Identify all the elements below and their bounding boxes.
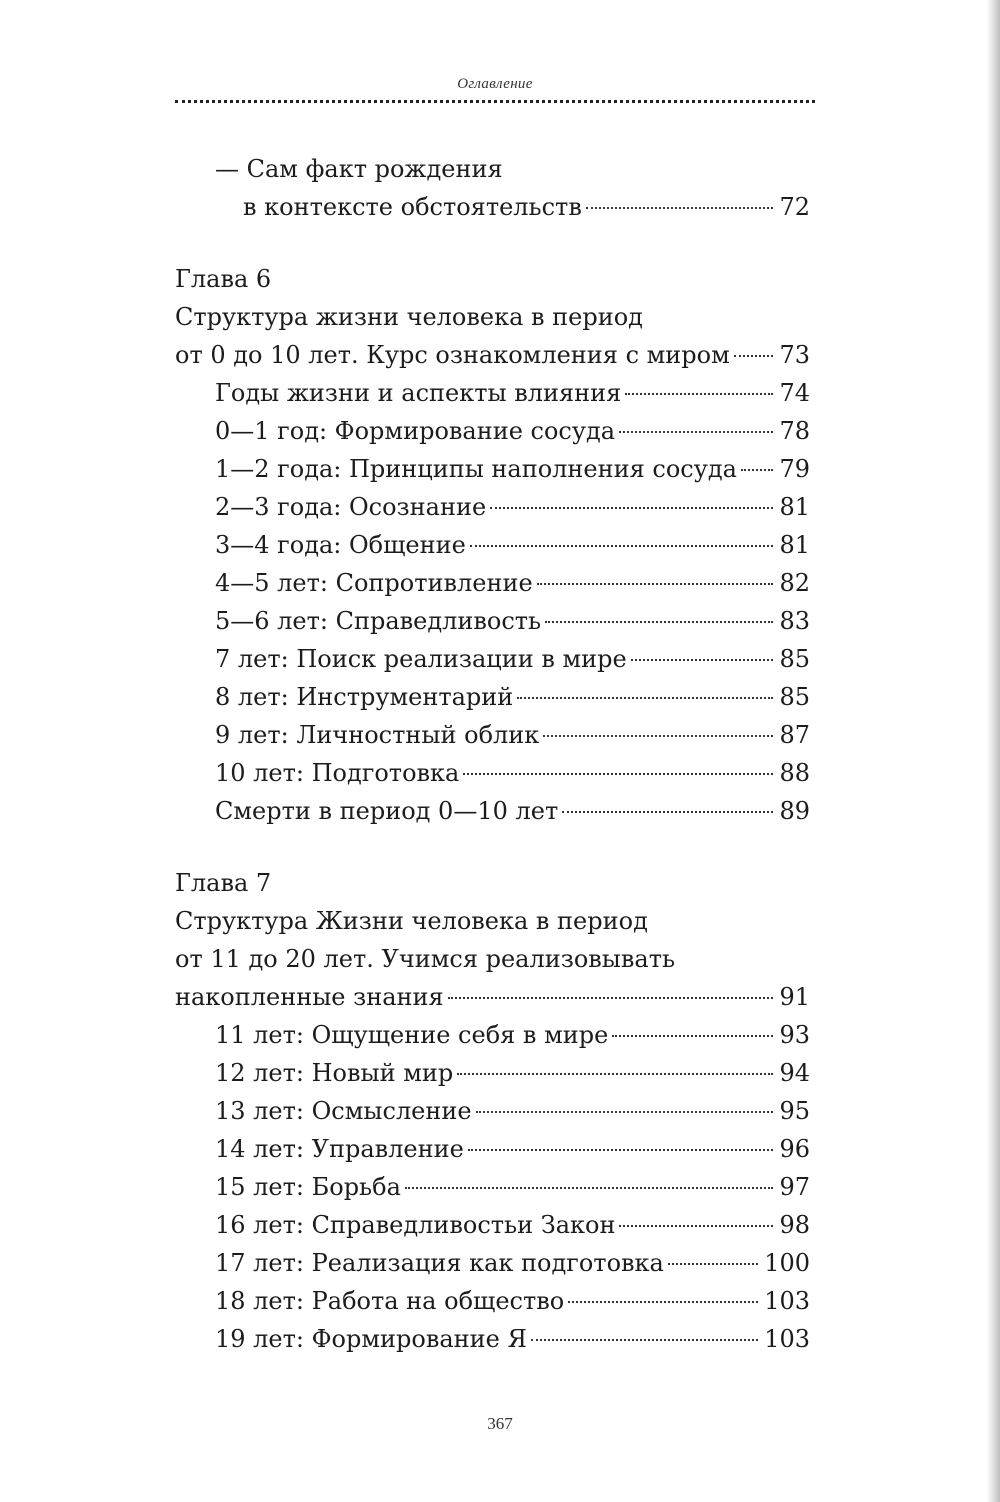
toc-page-number: 91	[779, 983, 810, 1011]
chapter-title-entry	[175, 978, 810, 1016]
dot-leader	[537, 583, 774, 585]
toc-entry-dash	[175, 150, 810, 188]
toc-entry-label: 1—2 года: Принципы наполнения сосуда	[215, 455, 737, 483]
section-gap	[175, 226, 810, 260]
chapter7-entries	[175, 1016, 810, 1358]
toc-page-number: 79	[779, 455, 810, 483]
dot-leader	[490, 507, 773, 509]
toc-entry	[175, 1206, 810, 1244]
toc-entry	[175, 1092, 810, 1130]
toc-entry	[175, 1054, 810, 1092]
dot-leader	[476, 1111, 774, 1113]
page-number: 367	[487, 1414, 513, 1433]
chapter-title-entry	[175, 336, 810, 374]
toc-entry	[175, 716, 810, 754]
toc-page-number: 98	[779, 1211, 810, 1239]
table-of-contents	[175, 150, 810, 1358]
toc-entry-label: 14 лет: Управление	[215, 1135, 464, 1163]
toc-page-number: 95	[779, 1097, 810, 1125]
toc-page-number: 81	[779, 531, 810, 559]
toc-entry	[175, 1282, 810, 1320]
section-gap	[175, 830, 810, 864]
dot-leader	[741, 469, 774, 471]
dot-leader	[468, 1149, 774, 1151]
chapter-heading: Глава 6	[175, 265, 272, 293]
toc-entry	[175, 450, 810, 488]
toc-entry	[175, 1130, 810, 1168]
toc-page-number: 93	[779, 1021, 810, 1049]
toc-page-number: 78	[779, 417, 810, 445]
toc-entry	[175, 1320, 810, 1358]
dot-leader	[612, 1035, 773, 1037]
toc-page-number: 103	[764, 1287, 810, 1315]
toc-entry	[175, 792, 810, 830]
dot-leader	[668, 1263, 758, 1265]
toc-entry-label: 10 лет: Подготовка	[215, 759, 460, 787]
toc-page-number: 94	[779, 1059, 810, 1087]
toc-entry	[175, 564, 810, 602]
toc-entry	[175, 1016, 810, 1054]
toc-page-number: 87	[779, 721, 810, 749]
dot-leader	[545, 621, 773, 623]
dot-leader	[405, 1187, 774, 1189]
dot-leader	[470, 545, 774, 547]
dot-leader	[631, 659, 774, 661]
toc-page-number: 73	[779, 341, 810, 369]
dot-leader	[517, 697, 773, 699]
toc-entry	[175, 374, 810, 412]
toc-entry	[175, 678, 810, 716]
dot-leader	[543, 735, 773, 737]
toc-page-number: 85	[779, 683, 810, 711]
toc-page-number: 81	[779, 493, 810, 521]
toc-entry-label: 3—4 года: Общение	[215, 531, 466, 559]
toc-entry	[175, 488, 810, 526]
toc-page-number: 89	[779, 797, 810, 825]
dot-leader	[568, 1301, 758, 1303]
toc-page-number: 97	[779, 1173, 810, 1201]
header-dotted-rule	[175, 100, 815, 103]
toc-entry-label: — Сам факт рождения	[215, 155, 503, 183]
toc-entry-label: в контексте обстоятельств	[243, 193, 582, 221]
toc-entry-label: 0—1 год: Формирование сосуда	[215, 417, 616, 445]
toc-entry	[175, 640, 810, 678]
chapter-title: Структура Жизни человека в период	[175, 907, 648, 935]
toc-entry-label: 17 лет: Реализация как подготовка	[215, 1249, 664, 1277]
toc-page-number: 82	[779, 569, 810, 597]
toc-page-number: 88	[779, 759, 810, 787]
toc-page-number: 103	[764, 1325, 810, 1353]
chapter-title: от 0 до 10 лет. Курс ознакомления с миром	[175, 341, 730, 369]
toc-entry-label: Годы жизни и аспекты влияния	[215, 379, 622, 407]
toc-entry-label: 2—3 года: Осознание	[215, 493, 487, 521]
dot-leader	[625, 393, 773, 395]
chapter-title: от 11 до 20 лет. Учимся реализовывать	[175, 945, 676, 973]
toc-entry-label: Смерти в период 0—10 лет	[215, 797, 559, 825]
dot-leader	[586, 207, 774, 209]
toc-entry-label: 9 лет: Личностный облик	[215, 721, 540, 749]
toc-entry	[175, 1168, 810, 1206]
dot-leader	[463, 773, 773, 775]
dot-leader	[734, 355, 774, 357]
toc-entry-label: 7 лет: Поиск реализации в мире	[215, 645, 627, 673]
dot-leader	[619, 431, 773, 433]
toc-entry	[175, 412, 810, 450]
toc-entry-label: 19 лет: Формирование Я	[215, 1325, 527, 1353]
toc-entry-label: 18 лет: Работа на общество	[215, 1287, 565, 1315]
toc-page-number: 96	[779, 1135, 810, 1163]
chapter-title: накопленные знания	[175, 983, 444, 1011]
toc-page-number: 74	[779, 379, 810, 407]
toc-entry-label: 8 лет: Инструментарий	[215, 683, 514, 711]
toc-entry	[175, 188, 810, 226]
toc-entry-label: 12 лет: Новый мир	[215, 1059, 454, 1087]
dot-leader	[457, 1073, 773, 1075]
toc-page-number: 83	[779, 607, 810, 635]
running-head: Оглавление	[457, 76, 533, 92]
toc-page-number: 100	[764, 1249, 810, 1277]
toc-entry-label: 11 лет: Ощущение себя в мире	[215, 1021, 609, 1049]
toc-entry	[175, 526, 810, 564]
dot-leader	[619, 1225, 773, 1227]
chapter-title: Структура жизни человека в период	[175, 303, 643, 331]
toc-entry-label: 5—6 лет: Справедливость	[215, 607, 542, 635]
toc-entry	[175, 602, 810, 640]
toc-entry-label: 15 лет: Борьба	[215, 1173, 401, 1201]
toc-entry-label: 16 лет: Справедливостьи Закон	[215, 1211, 616, 1239]
page-edge-shadow	[986, 0, 1000, 1502]
dot-leader	[448, 997, 774, 999]
chapter-heading: Глава 7	[175, 869, 272, 897]
chapter6-entries	[175, 374, 810, 830]
toc-page-number: 72	[779, 193, 810, 221]
toc-entry	[175, 1244, 810, 1282]
dot-leader	[531, 1339, 758, 1341]
dot-leader	[562, 811, 773, 813]
toc-entry-label: 13 лет: Осмысление	[215, 1097, 472, 1125]
toc-entry-label: 4—5 лет: Сопротивление	[215, 569, 533, 597]
toc-entry	[175, 754, 810, 792]
toc-page-number: 85	[779, 645, 810, 673]
